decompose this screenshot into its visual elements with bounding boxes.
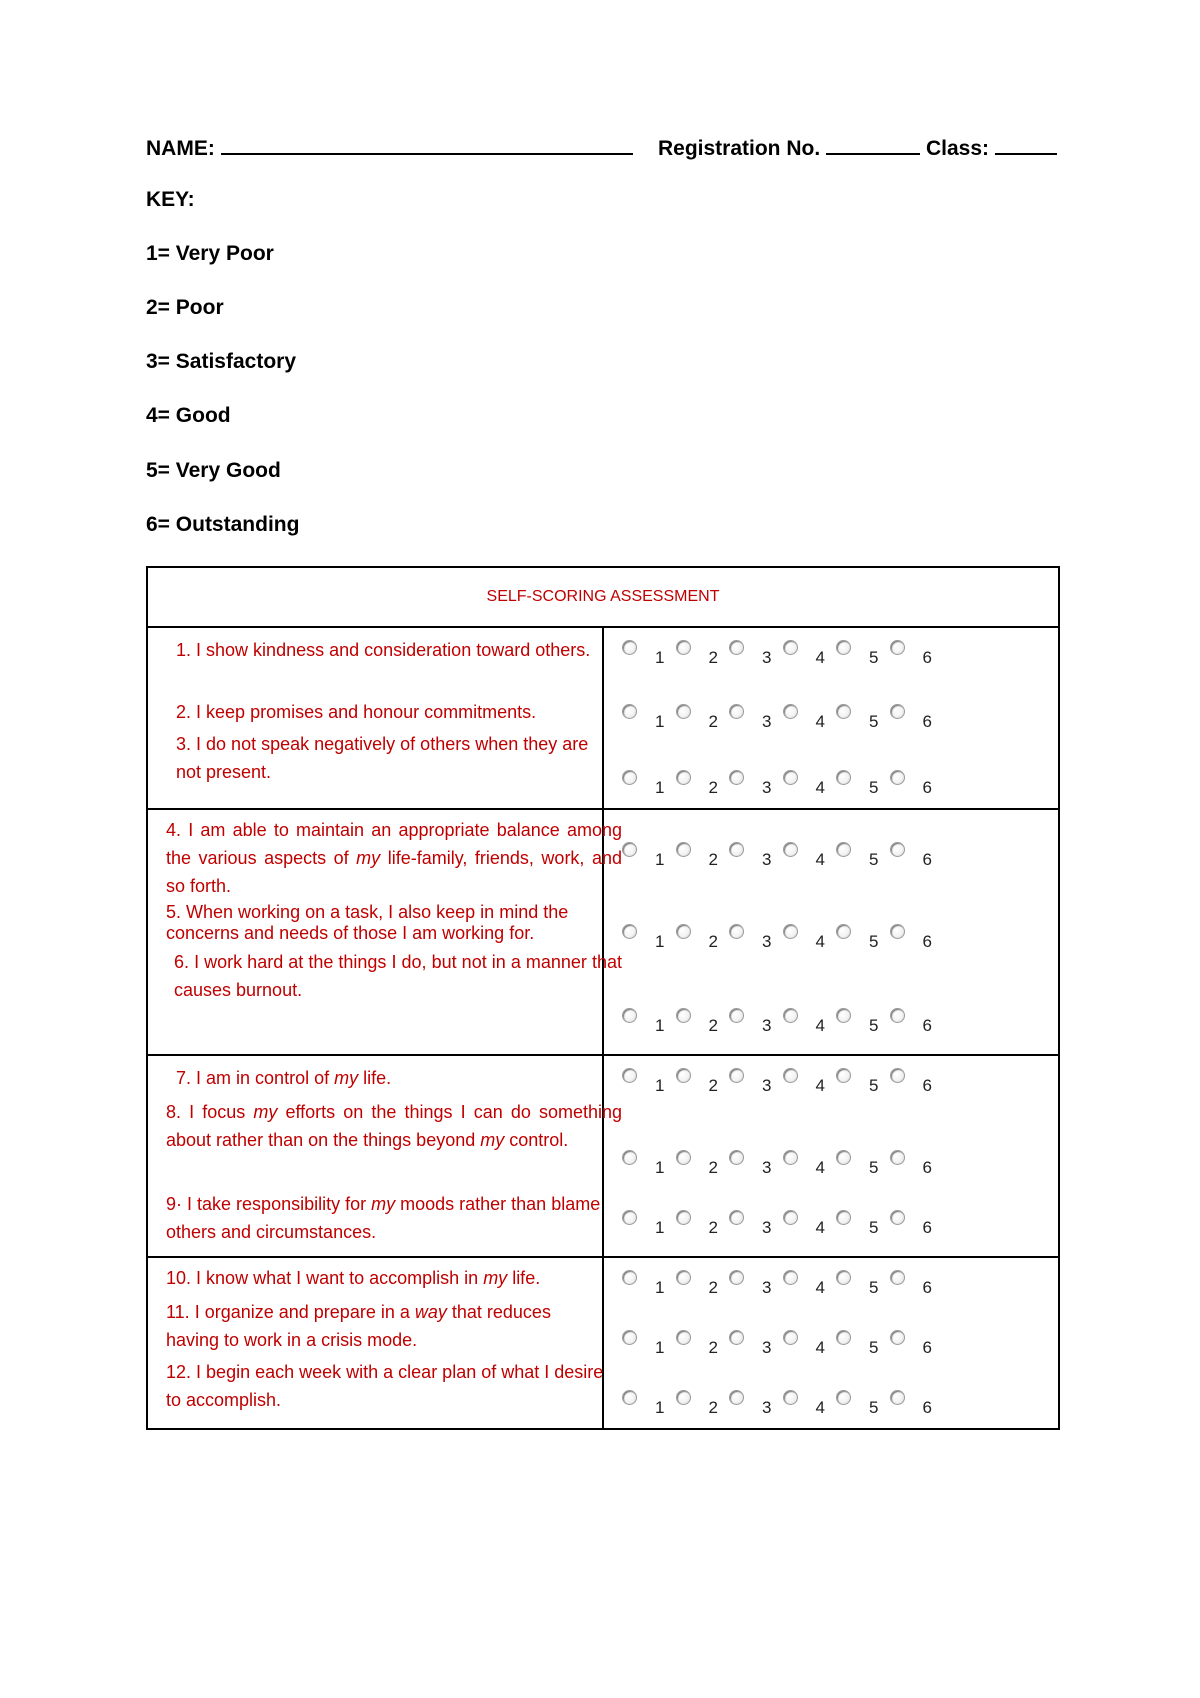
rating-value-label: 5 xyxy=(869,1076,879,1095)
student-info-line xyxy=(146,133,1058,163)
rating-option[interactable] xyxy=(836,770,896,800)
question-12 xyxy=(166,1358,606,1414)
rating-option[interactable] xyxy=(622,704,682,734)
rating-value-label: 6 xyxy=(922,1016,932,1035)
radio-button[interactable] xyxy=(622,770,637,785)
rating-option[interactable] xyxy=(676,1390,736,1420)
radio-button[interactable] xyxy=(676,1150,691,1165)
rating-option[interactable] xyxy=(890,842,950,872)
rating-value-label: 6 xyxy=(922,648,932,667)
rating-value-label: 3 xyxy=(762,1218,772,1237)
question-text: I keep promises and honour commitments. xyxy=(196,702,537,722)
question-text: I work hard at the things I do, but not in a manner that causes burnout. xyxy=(174,952,622,1000)
question-group-4 xyxy=(147,1257,603,1429)
rating-value-label: 6 xyxy=(922,1398,932,1417)
radio-button[interactable] xyxy=(783,1210,798,1225)
radio-button[interactable] xyxy=(890,1270,905,1285)
question-text: I focus my efforts on the things I can do something about rather than on the things beyond my control. xyxy=(166,1102,622,1150)
radio-button[interactable] xyxy=(836,1390,851,1405)
rating-option[interactable] xyxy=(676,1210,736,1240)
question-text: I do not speak negatively of others when they are not present. xyxy=(176,734,589,782)
rating-value-label: 4 xyxy=(815,850,825,869)
radio-button[interactable] xyxy=(676,1008,691,1023)
rating-option[interactable] xyxy=(729,1390,789,1420)
rating-option[interactable] xyxy=(783,1390,843,1420)
rating-value-label: 5 xyxy=(869,1218,879,1237)
rating-group-2 xyxy=(603,809,1059,1055)
rating-value-label: 3 xyxy=(762,712,772,731)
question-1 xyxy=(176,636,596,664)
rating-option[interactable] xyxy=(890,1270,950,1300)
rating-value-label: 6 xyxy=(922,1338,932,1357)
radio-button[interactable] xyxy=(836,1330,851,1345)
rating-value-label: 2 xyxy=(708,1338,718,1357)
question-group-3 xyxy=(147,1055,622,1257)
rating-value-label: 1 xyxy=(655,932,665,951)
question-group-2 xyxy=(147,809,622,1055)
rating-option[interactable] xyxy=(783,1150,843,1180)
rating-option[interactable] xyxy=(836,1210,896,1240)
radio-button[interactable] xyxy=(676,1390,691,1405)
rating-option[interactable] xyxy=(836,1270,896,1300)
question-number: 6. xyxy=(174,952,190,972)
rating-value-label: 4 xyxy=(815,1398,825,1417)
registration-label: Registration No. xyxy=(658,137,821,160)
rating-option[interactable] xyxy=(729,704,789,734)
rating-value-label: 2 xyxy=(708,712,718,731)
rating-option[interactable] xyxy=(836,640,896,670)
rating-option[interactable] xyxy=(676,1150,736,1180)
rating-value-label: 3 xyxy=(762,1398,772,1417)
rating-option[interactable] xyxy=(836,1068,896,1098)
registration-field[interactable] xyxy=(658,133,920,161)
rating-value-label: 6 xyxy=(922,1076,932,1095)
radio-button[interactable] xyxy=(729,1068,744,1083)
rating-option[interactable] xyxy=(622,1210,682,1240)
radio-button[interactable] xyxy=(729,924,744,939)
rating-option[interactable] xyxy=(729,1008,789,1038)
rating-value-label: 4 xyxy=(815,712,825,731)
radio-button[interactable] xyxy=(622,924,637,939)
radio-button[interactable] xyxy=(890,1390,905,1405)
question-number: 4. xyxy=(166,820,182,840)
question-8 xyxy=(166,1098,622,1154)
radio-button[interactable] xyxy=(890,842,905,857)
radio-button[interactable] xyxy=(783,640,798,655)
key-item: 4= Good xyxy=(146,404,231,427)
question-text: I begin each week with a clear plan of what I desire to accomplish. xyxy=(166,1362,604,1410)
rating-value-label: 3 xyxy=(762,850,772,869)
rating-option[interactable] xyxy=(836,924,896,954)
rating-value-label: 4 xyxy=(815,778,825,797)
question-number: 2. xyxy=(176,702,192,722)
question-6 xyxy=(174,948,622,1004)
radio-button[interactable] xyxy=(836,842,851,857)
rating-option[interactable] xyxy=(676,1068,736,1098)
rating-value-label: 1 xyxy=(655,1398,665,1417)
rating-value-label: 3 xyxy=(762,932,772,951)
rating-value-label: 3 xyxy=(762,778,772,797)
rating-option[interactable] xyxy=(890,1390,950,1420)
rating-option[interactable] xyxy=(890,1150,950,1180)
rating-value-label: 2 xyxy=(708,1278,718,1297)
radio-button[interactable] xyxy=(622,1210,637,1225)
rating-option[interactable] xyxy=(729,1270,789,1300)
rating-option[interactable] xyxy=(836,704,896,734)
rating-value-label: 2 xyxy=(708,1398,718,1417)
rating-value-label: 6 xyxy=(922,712,932,731)
registration-blank[interactable] xyxy=(826,133,920,155)
rating-option[interactable] xyxy=(622,1390,682,1420)
rating-option[interactable] xyxy=(676,704,736,734)
rating-value-label: 1 xyxy=(655,712,665,731)
radio-button[interactable] xyxy=(729,1270,744,1285)
rating-option[interactable] xyxy=(622,842,682,872)
rating-value-label: 1 xyxy=(655,1278,665,1297)
rating-value-label: 5 xyxy=(869,932,879,951)
rating-option[interactable] xyxy=(622,770,682,800)
radio-button[interactable] xyxy=(676,842,691,857)
radio-button[interactable] xyxy=(729,770,744,785)
rating-option[interactable] xyxy=(783,640,843,670)
rating-option[interactable] xyxy=(729,842,789,872)
radio-button[interactable] xyxy=(836,640,851,655)
rating-value-label: 5 xyxy=(869,712,879,731)
rating-option[interactable] xyxy=(676,842,736,872)
rating-value-label: 5 xyxy=(869,1016,879,1035)
radio-button[interactable] xyxy=(836,770,851,785)
radio-button[interactable] xyxy=(890,770,905,785)
rating-value-label: 1 xyxy=(655,1016,665,1035)
rating-option[interactable] xyxy=(890,1008,950,1038)
rating-value-label: 4 xyxy=(815,648,825,667)
rating-value-label: 4 xyxy=(815,1158,825,1177)
rating-option[interactable] xyxy=(729,770,789,800)
rating-option[interactable] xyxy=(783,1270,843,1300)
rating-value-label: 6 xyxy=(922,850,932,869)
radio-button[interactable] xyxy=(676,770,691,785)
rating-value-label: 5 xyxy=(869,850,879,869)
rating-option[interactable] xyxy=(783,1008,843,1038)
name-blank[interactable] xyxy=(221,133,633,155)
radio-button[interactable] xyxy=(676,1270,691,1285)
key-item: 2= Poor xyxy=(146,296,224,319)
rating-value-label: 1 xyxy=(655,1218,665,1237)
rating-option[interactable] xyxy=(836,1008,896,1038)
radio-button[interactable] xyxy=(890,1008,905,1023)
radio-button[interactable] xyxy=(729,1008,744,1023)
rating-value-label: 6 xyxy=(922,932,932,951)
rating-option[interactable] xyxy=(890,640,950,670)
rating-option[interactable] xyxy=(622,1330,682,1360)
question-text: I am able to maintain an appropriate balance among the various aspects of my life-family, friends, work, and so forth. xyxy=(166,820,622,896)
rating-value-label: 6 xyxy=(922,1278,932,1297)
question-text: I organize and prepare in a way that reduces having to work in a crisis mode. xyxy=(166,1302,551,1350)
radio-button[interactable] xyxy=(890,704,905,719)
rating-value-label: 2 xyxy=(708,778,718,797)
rating-value-label: 3 xyxy=(762,648,772,667)
radio-button[interactable] xyxy=(783,1008,798,1023)
rating-value-label: 1 xyxy=(655,1158,665,1177)
radio-button[interactable] xyxy=(890,1150,905,1165)
radio-button[interactable] xyxy=(622,1150,637,1165)
radio-button[interactable] xyxy=(676,1210,691,1225)
rating-option[interactable] xyxy=(622,640,682,670)
radio-button[interactable] xyxy=(729,1210,744,1225)
radio-button[interactable] xyxy=(783,1330,798,1345)
rating-option[interactable] xyxy=(783,770,843,800)
rating-group-4 xyxy=(603,1257,1059,1429)
question-number: 8. xyxy=(166,1102,182,1122)
rating-value-label: 2 xyxy=(708,1016,718,1035)
rating-option[interactable] xyxy=(622,1008,682,1038)
radio-button[interactable] xyxy=(676,640,691,655)
radio-button[interactable] xyxy=(836,1150,851,1165)
radio-button[interactable] xyxy=(890,1210,905,1225)
question-text: I take responsibility for my moods rather than blame others and circumstances. xyxy=(166,1194,601,1242)
rating-value-label: 3 xyxy=(762,1016,772,1035)
question-text: I know what I want to accomplish in my life. xyxy=(196,1268,541,1288)
rating-option[interactable] xyxy=(676,1270,736,1300)
radio-button[interactable] xyxy=(890,1330,905,1345)
rating-option[interactable] xyxy=(890,704,950,734)
radio-button[interactable] xyxy=(676,1330,691,1345)
rating-group-3 xyxy=(603,1055,1059,1257)
rating-option[interactable] xyxy=(890,1330,950,1360)
key-item: 3= Satisfactory xyxy=(146,350,296,373)
class-blank[interactable] xyxy=(995,133,1057,155)
question-number: 7. xyxy=(176,1068,192,1088)
rating-value-label: 5 xyxy=(869,648,879,667)
rating-option[interactable] xyxy=(890,770,950,800)
question-2 xyxy=(176,698,616,726)
radio-button[interactable] xyxy=(729,842,744,857)
rating-value-label: 6 xyxy=(922,1218,932,1237)
rating-group-1 xyxy=(603,627,1059,809)
rating-value-label: 2 xyxy=(708,1158,718,1177)
name-field[interactable] xyxy=(146,133,633,161)
radio-button[interactable] xyxy=(783,1390,798,1405)
radio-button[interactable] xyxy=(729,1330,744,1345)
rating-option[interactable] xyxy=(890,924,950,954)
question-number: 10. xyxy=(166,1268,192,1288)
question-10 xyxy=(166,1264,626,1292)
rating-value-label: 4 xyxy=(815,1278,825,1297)
rating-value-label: 6 xyxy=(922,1158,932,1177)
question-number: 11. xyxy=(166,1302,190,1322)
rating-option[interactable] xyxy=(676,924,736,954)
rating-value-label: 1 xyxy=(655,850,665,869)
question-number: 9· xyxy=(166,1194,183,1214)
rating-value-label: 2 xyxy=(708,932,718,951)
key-title: KEY: xyxy=(146,188,195,211)
question-number: 12. xyxy=(166,1362,192,1382)
radio-button[interactable] xyxy=(783,924,798,939)
radio-button[interactable] xyxy=(783,1150,798,1165)
rating-option[interactable] xyxy=(622,1068,682,1098)
rating-value-label: 3 xyxy=(762,1338,772,1357)
rating-value-label: 4 xyxy=(815,932,825,951)
rating-option[interactable] xyxy=(836,1390,896,1420)
rating-value-label: 3 xyxy=(762,1158,772,1177)
radio-button[interactable] xyxy=(836,1008,851,1023)
rating-value-label: 4 xyxy=(815,1218,825,1237)
rating-value-label: 3 xyxy=(762,1278,772,1297)
rating-option[interactable] xyxy=(622,1150,682,1180)
radio-button[interactable] xyxy=(622,704,637,719)
class-label: Class: xyxy=(926,137,990,160)
key-item: 1= Very Poor xyxy=(146,242,274,265)
name-label: NAME: xyxy=(146,137,215,160)
radio-button[interactable] xyxy=(783,1270,798,1285)
question-9 xyxy=(166,1190,626,1246)
radio-button[interactable] xyxy=(676,704,691,719)
radio-button[interactable] xyxy=(836,1210,851,1225)
rating-value-label: 3 xyxy=(762,1076,772,1095)
rating-value-label: 2 xyxy=(708,648,718,667)
rating-value-label: 1 xyxy=(655,648,665,667)
radio-button[interactable] xyxy=(783,1068,798,1083)
radio-button[interactable] xyxy=(783,842,798,857)
rating-option[interactable] xyxy=(622,924,682,954)
radio-button[interactable] xyxy=(622,640,637,655)
radio-button[interactable] xyxy=(783,704,798,719)
table-title: SELF-SCORING ASSESSMENT xyxy=(147,567,1059,627)
radio-button[interactable] xyxy=(890,640,905,655)
rating-option[interactable] xyxy=(890,1210,950,1240)
question-number: 5. xyxy=(166,902,182,922)
rating-option[interactable] xyxy=(729,1068,789,1098)
rating-option[interactable] xyxy=(836,842,896,872)
question-text: I am in control of my life. xyxy=(196,1068,392,1088)
self-scoring-table xyxy=(146,566,1060,1430)
class-field[interactable] xyxy=(926,133,1057,161)
radio-button[interactable] xyxy=(836,1270,851,1285)
radio-button[interactable] xyxy=(729,1150,744,1165)
radio-button[interactable] xyxy=(622,1390,637,1405)
rating-value-label: 2 xyxy=(708,1076,718,1095)
key-item: 5= Very Good xyxy=(146,459,281,482)
rating-value-label: 5 xyxy=(869,1278,879,1297)
rating-option[interactable] xyxy=(676,770,736,800)
rating-value-label: 1 xyxy=(655,1076,665,1095)
question-7 xyxy=(176,1064,616,1092)
rating-option[interactable] xyxy=(783,1210,843,1240)
radio-button[interactable] xyxy=(622,1330,637,1345)
rating-option[interactable] xyxy=(676,1330,736,1360)
rating-option[interactable] xyxy=(729,1150,789,1180)
radio-button[interactable] xyxy=(890,924,905,939)
rating-option[interactable] xyxy=(676,640,736,670)
rating-value-label: 4 xyxy=(815,1016,825,1035)
rating-option[interactable] xyxy=(890,1068,950,1098)
rating-value-label: 2 xyxy=(708,1218,718,1237)
key-item: 6= Outstanding xyxy=(146,513,300,536)
radio-button[interactable] xyxy=(836,704,851,719)
radio-button[interactable] xyxy=(676,1068,691,1083)
rating-option[interactable] xyxy=(729,1210,789,1240)
radio-button[interactable] xyxy=(729,640,744,655)
question-text: When working on a task, I also keep in mind the concerns and needs of those I am working for. xyxy=(166,902,569,943)
question-11 xyxy=(166,1298,606,1354)
radio-button[interactable] xyxy=(836,1068,851,1083)
rating-option[interactable] xyxy=(783,924,843,954)
rating-value-label: 5 xyxy=(869,1398,879,1417)
rating-value-label: 5 xyxy=(869,778,879,797)
radio-button[interactable] xyxy=(890,1068,905,1083)
rating-value-label: 5 xyxy=(869,1158,879,1177)
radio-button[interactable] xyxy=(729,1390,744,1405)
rating-value-label: 5 xyxy=(869,1338,879,1357)
question-number: 3. xyxy=(176,734,192,754)
radio-button[interactable] xyxy=(676,924,691,939)
radio-button[interactable] xyxy=(622,842,637,857)
rating-option[interactable] xyxy=(783,704,843,734)
rating-option[interactable] xyxy=(783,1330,843,1360)
question-number: 1. xyxy=(176,640,192,660)
radio-button[interactable] xyxy=(729,704,744,719)
rating-value-label: 1 xyxy=(655,778,665,797)
rating-option[interactable] xyxy=(836,1150,896,1180)
radio-button[interactable] xyxy=(622,1008,637,1023)
rating-value-label: 6 xyxy=(922,778,932,797)
rating-option[interactable] xyxy=(783,1068,843,1098)
radio-button[interactable] xyxy=(836,924,851,939)
rating-option[interactable] xyxy=(676,1008,736,1038)
radio-button[interactable] xyxy=(622,1068,637,1083)
rating-option[interactable] xyxy=(622,1270,682,1300)
radio-button[interactable] xyxy=(783,770,798,785)
rating-option[interactable] xyxy=(729,924,789,954)
question-text: I show kindness and consideration toward others. xyxy=(196,640,591,660)
question-group-1 xyxy=(147,627,603,809)
rating-value-label: 4 xyxy=(815,1076,825,1095)
radio-button[interactable] xyxy=(622,1270,637,1285)
question-4 xyxy=(166,816,622,900)
rating-option[interactable] xyxy=(783,842,843,872)
question-3 xyxy=(176,730,616,786)
rating-option[interactable] xyxy=(729,640,789,670)
question-5 xyxy=(166,902,626,944)
rating-option[interactable] xyxy=(836,1330,896,1360)
rating-value-label: 2 xyxy=(708,850,718,869)
rating-value-label: 1 xyxy=(655,1338,665,1357)
rating-value-label: 4 xyxy=(815,1338,825,1357)
rating-option[interactable] xyxy=(729,1330,789,1360)
